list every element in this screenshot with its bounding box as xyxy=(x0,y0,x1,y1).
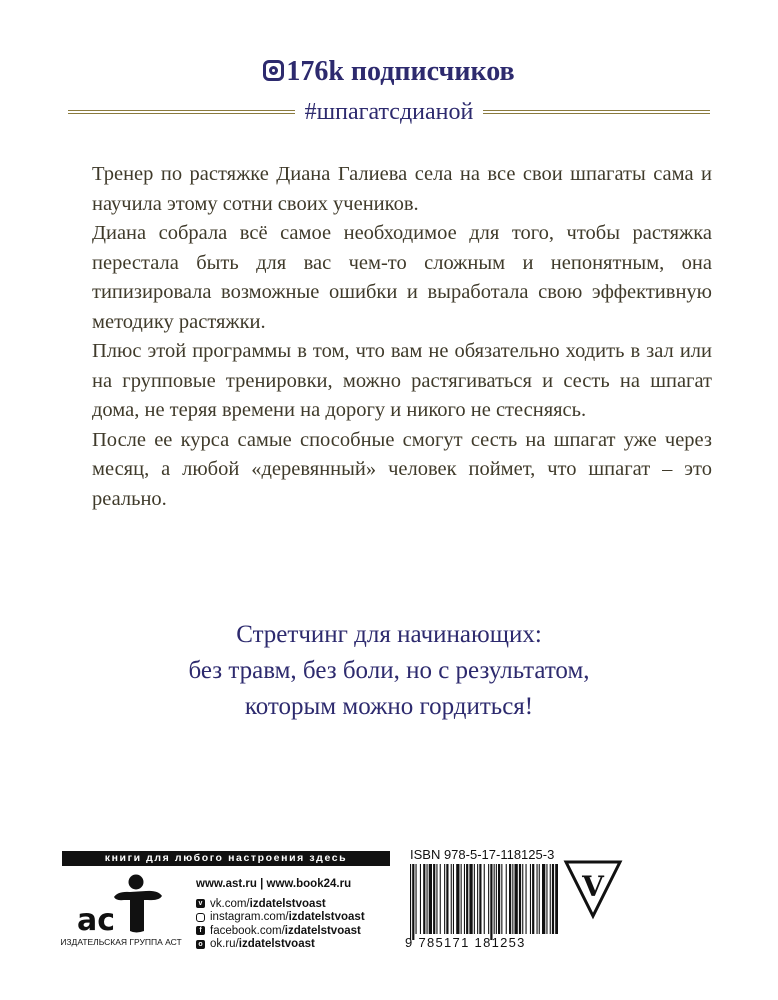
hashtag: #шпагатсдианой xyxy=(304,98,474,125)
barcode-bar xyxy=(519,864,521,934)
barcode-bar xyxy=(506,864,507,934)
barcode-bar xyxy=(552,864,554,934)
barcode-bar xyxy=(479,864,481,934)
barcode-bar xyxy=(412,864,414,940)
barcode-bar xyxy=(410,864,411,940)
publisher-slogan: книги для любого настроения здесь xyxy=(62,851,390,866)
barcode-bar xyxy=(436,864,437,934)
social-link-ok[interactable] xyxy=(196,938,406,952)
instagram-icon xyxy=(196,913,205,922)
publisher-caption: ИЗДАТЕЛЬСКАЯ ГРУППА АСТ xyxy=(60,937,182,947)
facebook-prefix: facebook.com/ xyxy=(210,924,285,937)
paragraph-2: Диана собрала всё самое необходимое для того, чтобы растяжка перестала быть для вас чем-то сложным и непонятным, она типизировала возможные ошибки и выработала свою эффективную методику растяжки. xyxy=(92,222,712,333)
barcode-bar xyxy=(469,864,472,934)
barcode-bar xyxy=(512,864,513,934)
vk-handle: izdatelstvoast xyxy=(249,897,326,910)
social-link-instagram[interactable] xyxy=(196,911,406,925)
barcode-bar xyxy=(453,864,454,934)
instagram-prefix: instagram.com/ xyxy=(210,911,289,924)
barcode-bar xyxy=(466,864,468,934)
barcode-bar xyxy=(539,864,540,934)
left-divider xyxy=(68,110,295,114)
barcode-bar xyxy=(501,864,502,934)
barcode-bar xyxy=(427,864,428,934)
barcode-bar xyxy=(546,864,547,934)
paragraph-1: Тренер по растяжке Диана Галиева села на все свои шпагаты сама и научила этому сотни своих учеников. xyxy=(92,163,712,215)
right-divider xyxy=(483,110,710,114)
isbn-label: ISBN 978-5-17-118125-3 xyxy=(410,847,555,862)
odnoklassniki-icon: o xyxy=(196,940,205,949)
barcode-digits: 9 785171 181253 xyxy=(405,935,526,950)
barcode-bar xyxy=(456,864,459,934)
barcode-bar xyxy=(464,864,465,934)
barcode-bar xyxy=(498,864,500,934)
barcode-bar xyxy=(451,864,452,934)
hashtag-row xyxy=(68,97,710,127)
ok-handle: izdatelstvoast xyxy=(238,938,315,951)
website-links[interactable]: www.ast.ru | www.book24.ru xyxy=(196,878,352,890)
barcode-bar xyxy=(509,864,511,934)
barcode-bar xyxy=(416,864,417,934)
barcode-bar xyxy=(488,864,489,934)
ast-logo xyxy=(60,873,190,963)
barcode-bar xyxy=(420,864,421,934)
barcode-bar xyxy=(423,864,425,934)
followers-count: 176k подписчиков xyxy=(286,56,515,87)
svg-text:ac: ac xyxy=(77,903,116,938)
tagline-line-2: без травм, без боли, но с результатом, xyxy=(188,657,590,684)
barcode-bar xyxy=(532,864,534,934)
tagline-line-3: которым можно гордиться! xyxy=(244,693,534,720)
barcode-bar xyxy=(490,864,492,940)
vk-icon: v xyxy=(196,899,205,908)
imprint-letter: V xyxy=(582,870,604,903)
barcode-bar xyxy=(446,864,448,934)
paragraph-3: Плюс этой программы в том, что вам не обязательно ходить в зал или на групповые тренировки, можно растягиваться и сесть на шпагат дома, не теряя времени на дорогу и никого не стесняясь. xyxy=(92,340,712,421)
vk-prefix: vk.com/ xyxy=(210,897,250,910)
barcode-bar xyxy=(494,864,495,934)
barcode-bar xyxy=(537,864,538,934)
barcode-bar xyxy=(433,864,435,934)
barcode-bar xyxy=(530,864,531,934)
ok-prefix: ok.ru/ xyxy=(210,938,239,951)
barcode-bar xyxy=(477,864,478,934)
paragraph-4: После ее курса самые способные смогут сесть на шпагат уже через месяц, а любой «деревянный» человек поймет, что шпагат – это реально. xyxy=(92,428,712,510)
imprint-v-mark xyxy=(562,858,624,920)
facebook-handle: izdatelstvoast xyxy=(284,924,361,937)
tagline-line-1: Стретчинг для начинающих: xyxy=(236,621,542,648)
instagram-icon xyxy=(263,60,284,81)
barcode-bar xyxy=(440,864,441,934)
barcode-bar xyxy=(550,864,551,934)
barcode-bar xyxy=(555,864,558,934)
barcode-bar xyxy=(522,864,523,934)
barcode-bar xyxy=(484,864,485,934)
barcode-bar xyxy=(474,864,475,934)
barcode-bar xyxy=(429,864,432,934)
social-link-vk[interactable] xyxy=(196,897,406,911)
barcode-bar xyxy=(444,864,445,934)
barcode-bar xyxy=(542,864,545,934)
barcode-bar xyxy=(496,864,497,934)
followers-heading xyxy=(0,56,778,88)
barcode-bar xyxy=(526,864,527,934)
tagline xyxy=(0,617,778,725)
instagram-handle: izdatelstvoast xyxy=(288,911,365,924)
barcode-bar xyxy=(461,864,462,934)
barcode-bar xyxy=(515,864,518,934)
description xyxy=(92,160,712,514)
social-link-facebook[interactable] xyxy=(196,924,406,938)
facebook-icon: f xyxy=(196,926,205,935)
publisher-links xyxy=(196,875,406,951)
